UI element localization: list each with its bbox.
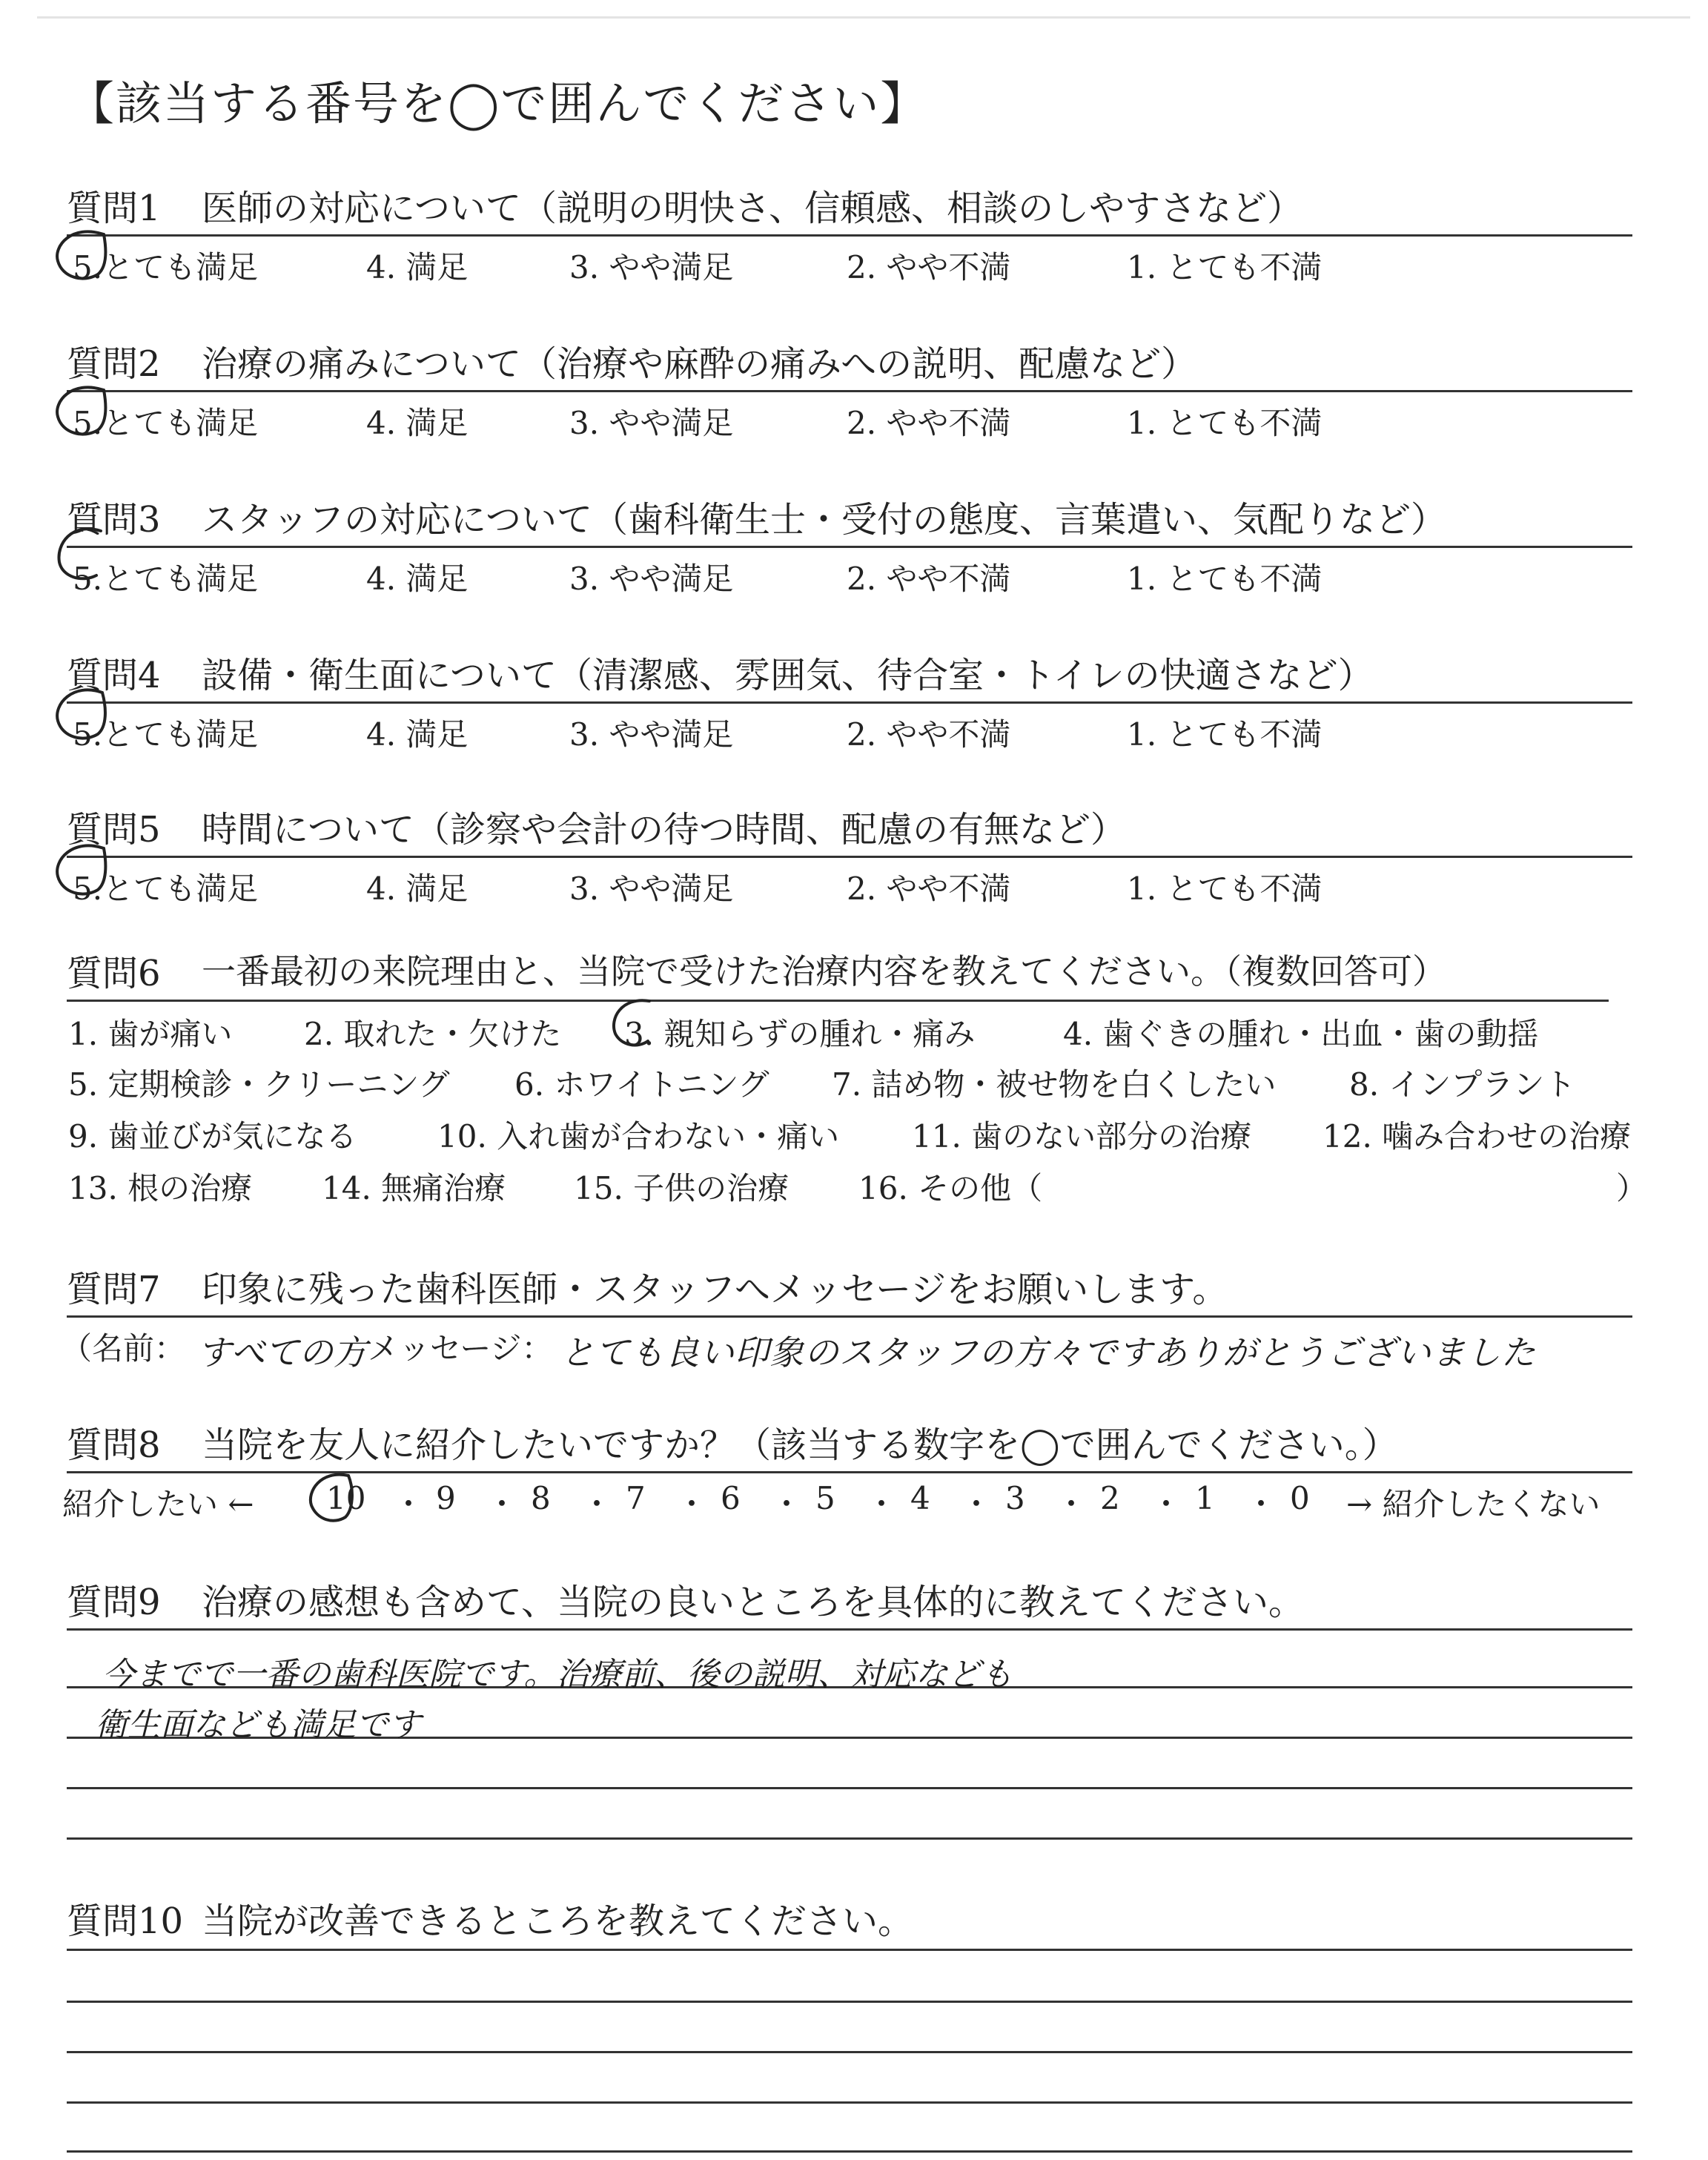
treatment-option-14[interactable]: 14. 無痛治療 bbox=[322, 1170, 506, 1206]
treatment-option-4[interactable]: 4. 歯ぐきの腫れ・出血・歯の動揺 bbox=[1063, 1016, 1539, 1052]
question-1-header bbox=[67, 163, 1632, 237]
answer-line bbox=[67, 2001, 1632, 2003]
question-7-header bbox=[67, 1244, 1632, 1318]
rating-option-2[interactable]: 2. やや不満 bbox=[847, 249, 1011, 285]
rating-option-2[interactable]: 2. やや不満 bbox=[847, 871, 1011, 907]
treatment-option-11[interactable]: 11. 歯のない部分の治療 bbox=[912, 1118, 1252, 1155]
question-text: 印象に残った歯科医師・スタッフへメッセージをお願いします。 bbox=[202, 1269, 1228, 1310]
question-text: スタッフの対応について（歯科衛生士・受付の態度、言葉遣い、気配りなど） bbox=[202, 499, 1447, 541]
question-number: 質問5 bbox=[67, 809, 161, 851]
treatment-option-1[interactable]: 1. 歯が痛い bbox=[68, 1016, 233, 1052]
scale-value-10[interactable]: 10 bbox=[326, 1480, 366, 1516]
treatment-option-16[interactable]: 16. その他（ bbox=[858, 1170, 1043, 1206]
scale-separator: ・ bbox=[393, 1486, 425, 1522]
question-4-header bbox=[67, 630, 1632, 704]
rating-option-5[interactable]: 5.とても満足 bbox=[73, 871, 259, 907]
scale-value-0[interactable]: 0 bbox=[1290, 1480, 1310, 1516]
treatment-option-10[interactable]: 10. 入れ歯が合わない・痛い bbox=[437, 1118, 840, 1155]
rating-options bbox=[0, 399, 1708, 443]
question-number: 質問9 bbox=[67, 1582, 161, 1623]
scale-separator: ・ bbox=[771, 1486, 803, 1522]
question-number: 質問3 bbox=[67, 499, 161, 541]
answer-handwritten-line-2: 衛生面なども満足です bbox=[95, 1706, 421, 1744]
rating-option-3[interactable]: 3. やや満足 bbox=[569, 561, 734, 597]
rating-option-3[interactable]: 3. やや満足 bbox=[569, 249, 734, 285]
answer-line bbox=[67, 2150, 1632, 2153]
rating-option-4[interactable]: 4. 満足 bbox=[366, 716, 469, 753]
treatment-option-15[interactable]: 15. 子供の治療 bbox=[574, 1170, 790, 1206]
rating-option-1[interactable]: 1. とても不満 bbox=[1127, 716, 1323, 753]
question-3-header bbox=[67, 475, 1632, 548]
treatment-option-6[interactable]: 6. ホワイトニング bbox=[514, 1066, 769, 1103]
scale-value-8[interactable]: 8 bbox=[531, 1480, 551, 1516]
question-text: 一番最初の来院理由と、当院で受けた治療内容を教えてください。（複数回答可） bbox=[202, 951, 1446, 991]
rating-option-1[interactable]: 1. とても不満 bbox=[1127, 561, 1323, 597]
answer-line bbox=[67, 1787, 1632, 1789]
treatment-option-5[interactable]: 5. 定期検診・クリーニング bbox=[68, 1066, 450, 1103]
question-text: 当院が改善できるところを教えてください。 bbox=[202, 1900, 914, 1942]
scale-value-3[interactable]: 3 bbox=[1005, 1480, 1025, 1516]
scale-left-label: 紹介したい ← bbox=[62, 1486, 254, 1522]
question-number: 質問7 bbox=[67, 1269, 161, 1310]
question-number: 質問4 bbox=[67, 655, 161, 696]
treatment-option-3[interactable]: 3. 親知らずの腫れ・痛み bbox=[624, 1016, 976, 1052]
treatment-option-13[interactable]: 13. 根の治療 bbox=[68, 1170, 253, 1206]
scale-separator: ・ bbox=[961, 1486, 993, 1522]
rating-option-4[interactable]: 4. 満足 bbox=[366, 405, 469, 441]
rating-option-1[interactable]: 1. とても不満 bbox=[1127, 871, 1323, 907]
question-8-header bbox=[67, 1400, 1632, 1473]
question-text: 設備・衛生面について（清潔感、雰囲気、待合室・トイレの快適さなど） bbox=[202, 655, 1374, 696]
treatment-option-9[interactable]: 9. 歯並びが気になる bbox=[68, 1118, 357, 1155]
rating-options bbox=[0, 243, 1708, 288]
scale-value-1[interactable]: 1 bbox=[1195, 1480, 1215, 1516]
question-2-header bbox=[67, 319, 1632, 392]
scale-separator: ・ bbox=[866, 1486, 898, 1522]
rating-option-3[interactable]: 3. やや満足 bbox=[569, 405, 734, 441]
question-5-header bbox=[67, 785, 1632, 858]
rating-option-5[interactable]: 5.とても満足 bbox=[73, 405, 259, 441]
rating-option-2[interactable]: 2. やや不満 bbox=[847, 561, 1011, 597]
answer-line bbox=[67, 2051, 1632, 2053]
scale-value-7[interactable]: 7 bbox=[626, 1480, 646, 1516]
rating-option-3[interactable]: 3. やや満足 bbox=[569, 871, 734, 907]
rating-option-5[interactable]: 5.とても満足 bbox=[73, 561, 259, 597]
question-text: 時間について（診察や会計の待つ時間、配慮の有無など） bbox=[202, 809, 1127, 851]
scale-separator: ・ bbox=[1245, 1486, 1277, 1522]
scale-value-9[interactable]: 9 bbox=[436, 1480, 456, 1516]
rating-option-4[interactable]: 4. 満足 bbox=[366, 249, 469, 285]
message-label: メッセージ： bbox=[368, 1330, 553, 1367]
answer-line bbox=[67, 1837, 1632, 1840]
rating-option-3[interactable]: 3. やや満足 bbox=[569, 716, 734, 753]
rating-option-5[interactable]: 5.とても満足 bbox=[73, 716, 259, 753]
rating-option-2[interactable]: 2. やや不満 bbox=[847, 405, 1011, 441]
question-number: 質問10 bbox=[67, 1900, 184, 1942]
scale-separator: ・ bbox=[581, 1486, 613, 1522]
rating-option-1[interactable]: 1. とても不満 bbox=[1127, 405, 1323, 441]
question-number: 質問6 bbox=[67, 953, 161, 994]
question-number: 質問1 bbox=[67, 188, 161, 229]
scale-separator: ・ bbox=[486, 1486, 518, 1522]
treatment-option-2[interactable]: 2. 取れた・欠けた bbox=[304, 1016, 562, 1052]
rating-options bbox=[0, 865, 1708, 909]
scale-separator: ・ bbox=[676, 1486, 708, 1522]
rating-options bbox=[0, 710, 1708, 755]
treatment-option-8[interactable]: 8. インプラント bbox=[1349, 1066, 1576, 1103]
scale-right-label: → 紹介したくない bbox=[1346, 1486, 1601, 1522]
rating-option-5[interactable]: 5.とても満足 bbox=[73, 249, 259, 285]
answer-handwritten-line-1: 今までで一番の歯科医院です。治療前、後の説明、対応なども bbox=[102, 1656, 1013, 1694]
question-text: 医師の対応について（説明の明快さ、信頼感、相談のしやすさなど） bbox=[202, 188, 1303, 229]
question-number: 質問2 bbox=[67, 343, 161, 385]
scale-value-2[interactable]: 2 bbox=[1100, 1480, 1120, 1516]
question-6-header bbox=[67, 928, 1609, 1002]
scale-separator: ・ bbox=[1151, 1486, 1182, 1522]
rating-option-1[interactable]: 1. とても不満 bbox=[1127, 249, 1323, 285]
question-text: 当院を友人に紹介したいですか？（該当する数字を◯で囲んでください。） bbox=[202, 1424, 1398, 1466]
treatment-option-7[interactable]: 7. 詰め物・被せ物を白くしたい bbox=[832, 1066, 1277, 1103]
question-number: 質問8 bbox=[67, 1424, 161, 1466]
other-close-paren: ） bbox=[1616, 1170, 1648, 1206]
page-title: 【該当する番号を◯で囲んでください】 bbox=[68, 76, 928, 131]
question-text: 治療の痛みについて（治療や麻酔の痛みへの説明、配慮など） bbox=[202, 343, 1197, 385]
name-handwritten[interactable]: すべての方 bbox=[197, 1332, 368, 1373]
scale-value-4[interactable]: 4 bbox=[910, 1480, 930, 1516]
name-label: （名前： bbox=[61, 1330, 186, 1367]
rating-option-2[interactable]: 2. やや不満 bbox=[847, 716, 1011, 753]
top-rule bbox=[37, 16, 1690, 19]
question-10-header bbox=[67, 1876, 1632, 1947]
scale-value-5[interactable]: 5 bbox=[815, 1480, 835, 1516]
scale-value-6[interactable]: 6 bbox=[721, 1480, 741, 1516]
answer-line bbox=[67, 2101, 1632, 2104]
rating-options bbox=[0, 555, 1708, 599]
rating-option-4[interactable]: 4. 満足 bbox=[366, 561, 469, 597]
answer-line bbox=[67, 1949, 1632, 1951]
rating-option-4[interactable]: 4. 満足 bbox=[366, 871, 469, 907]
question-9-header bbox=[67, 1557, 1632, 1631]
scale-separator: ・ bbox=[1056, 1486, 1088, 1522]
treatment-option-12[interactable]: 12. 噛み合わせの治療 bbox=[1323, 1118, 1632, 1155]
message-handwritten[interactable]: とても良い印象のスタッフの方々ですありがとうございました bbox=[560, 1332, 1536, 1373]
question-text: 治療の感想も含めて、当院の良いところを具体的に教えてください。 bbox=[202, 1582, 1305, 1623]
